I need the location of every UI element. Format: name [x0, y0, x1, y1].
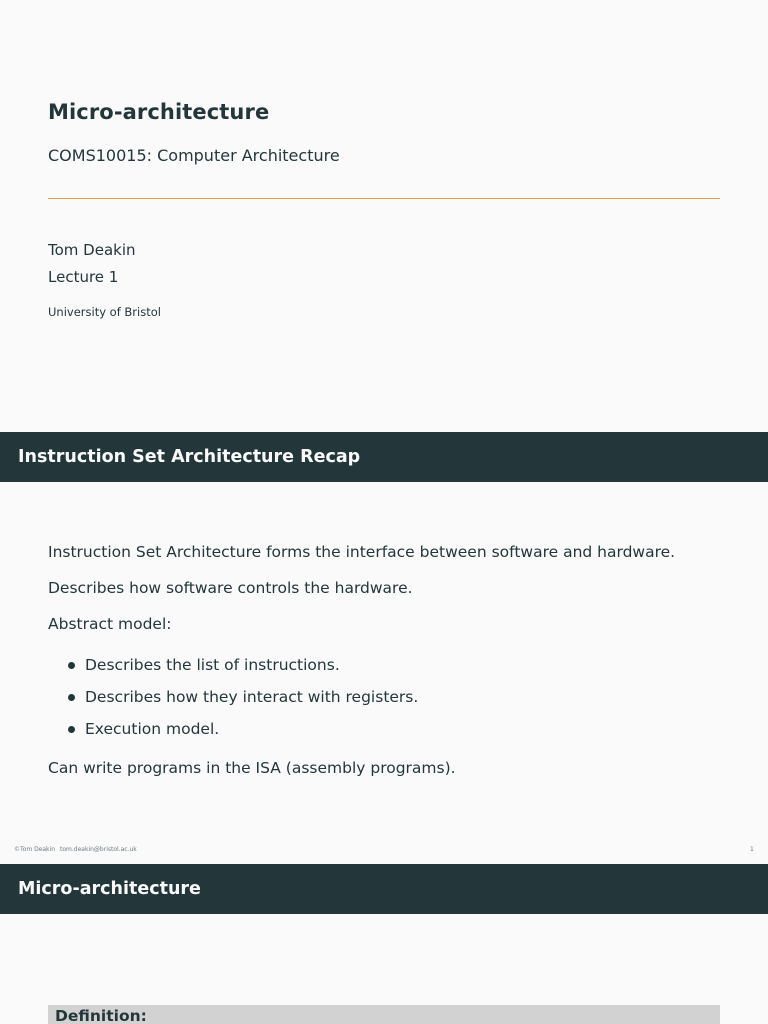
recap-paragraph: Describes how software controls the hardware.: [48, 579, 413, 597]
footer-copyright: ©Tom Deakin: [14, 846, 56, 853]
slide-footer: [14, 846, 137, 853]
recap-paragraph: Abstract model:: [48, 615, 172, 633]
list-item: [66, 687, 418, 719]
recap-slide-header: [0, 432, 768, 482]
lecture-number: Lecture 1: [48, 268, 119, 286]
recap-bullet-list: [66, 655, 418, 751]
micro-slide-header: [0, 864, 768, 914]
footer-email: tom.deakin@bristol.ac.uk: [60, 846, 137, 853]
bullet-text: Describes the list of instructions.: [85, 656, 340, 674]
recap-slide-title: Instruction Set Architecture Recap: [18, 447, 361, 467]
definition-title: Definition:: [55, 1007, 147, 1024]
institution: University of Bristol: [48, 305, 161, 319]
bullet-text: Execution model.: [85, 720, 220, 738]
recap-paragraph: Instruction Set Architecture forms the interface between software and hardware.: [48, 543, 676, 561]
bullet-icon: [68, 662, 75, 669]
title-slide: [0, 0, 768, 432]
author-name: Tom Deakin: [48, 241, 136, 259]
micro-slide-title: Micro-architecture: [18, 879, 201, 899]
bullet-text: Describes how they interact with registers.: [85, 688, 419, 706]
bullet-icon: [68, 726, 75, 733]
list-item: [66, 655, 418, 687]
title-divider: [48, 198, 720, 199]
definition-block: [48, 1005, 720, 1024]
recap-closing: Can write programs in the ISA (assembly programs).: [48, 759, 456, 777]
page-number: 1: [750, 846, 754, 853]
presentation-subtitle: COMS10015: Computer Architecture: [48, 146, 340, 165]
bullet-icon: [68, 694, 75, 701]
list-item: [66, 719, 418, 751]
presentation-title: Micro-architecture: [48, 100, 270, 124]
